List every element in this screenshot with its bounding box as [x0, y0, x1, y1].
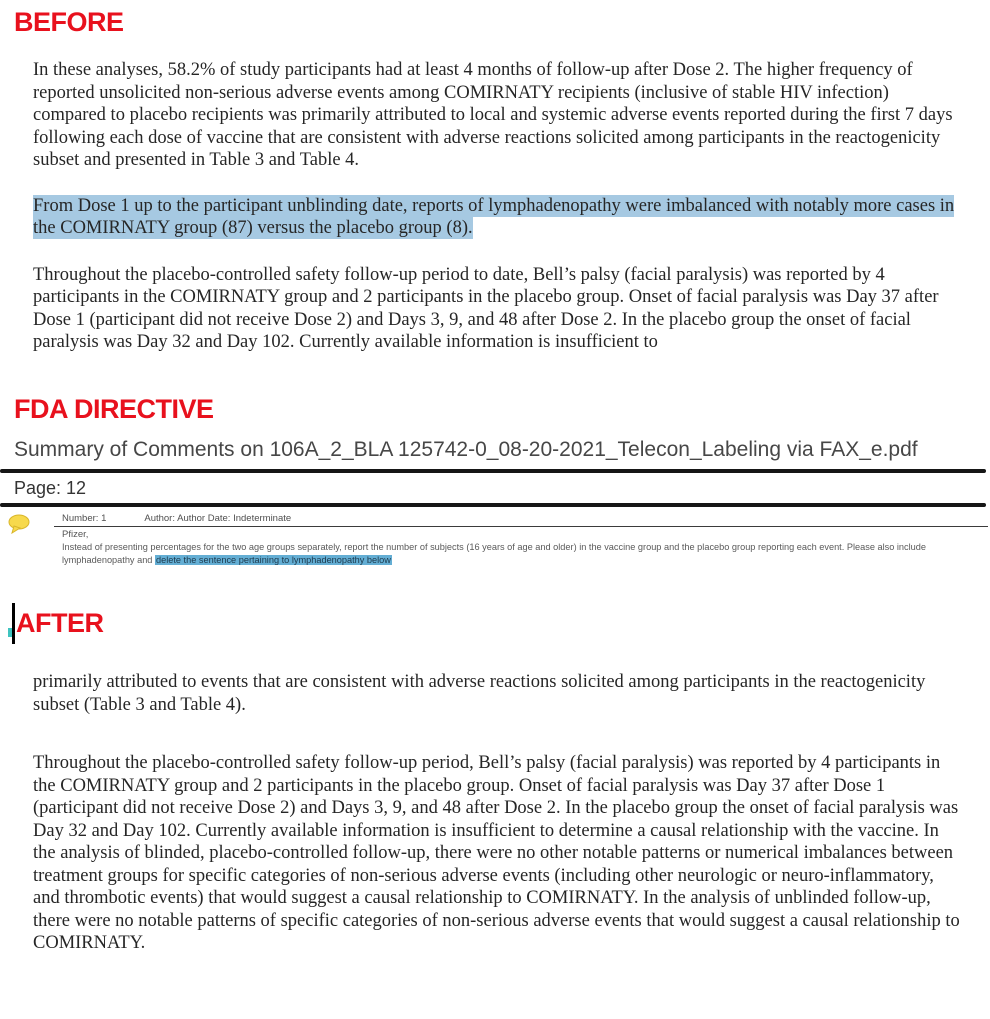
after-heading-label: AFTER: [16, 608, 104, 638]
page-number-label: Page: 12: [14, 477, 87, 498]
pdf-document-title: Summary of Comments on 106A_2_BLA 125742-0_08-20-2021_Telecon_Labeling via FAX_e.pdf: [14, 437, 918, 461]
before-highlighted-paragraph: [33, 195, 964, 240]
before-paragraph-2: Throughout the placebo-controlled safety follow-up period to date, Bell’s palsy (facial paralysis) was reported by 4 participants in the COMIRNATY group and 2 participants in the placebo group. Onset of facial paralysis was Day 37 after Dose 1 (participant did not receive Dose 2) and Days 3, 9, and 48 after Dose 2. In the placebo group the onset of facial paralysis was Day 32 and Day 102. Currently available information is insufficient to: [33, 264, 939, 352]
pdf-comment-annotation: [0, 513, 990, 567]
after-paragraph-2: Throughout the placebo-controlled safety follow-up period, Bell’s palsy (facial paralysis) was reported by 4 participants in the COMIRNATY group and 2 participants in the placebo group. Onset of facial paralysis was Day 37 after Dose 1 (participant did not receive Dose 2) and Days 3, 9, and 48 after Dose 2. In the placebo group the onset of facial paralysis was Day 32 and Day 102. Currently available information is insufficient to determine a causal relationship with the vaccine. In the analysis of blinded, placebo-controlled follow-up, there were no other notable patterns or numerical imbalances between treatment groups for specific categories of non-serious adverse events (including other neurologic or neuro-inflammatory, and thrombotic events) that would suggest a causal relationship to COMIRNATY. In the analysis of unblinded follow-up, there were no notable patterns of specific categories of non-serious adverse events that would suggest a causal relationship to COMIRNATY.: [33, 753, 960, 953]
before-paragraph-1: In these analyses, 58.2% of study participants had at least 4 months of follow-up after Dose 2. The higher frequency of reported unsolicited non-serious adverse events among COMIRNATY recipients (inclusive of stable HIV infection) compared to placebo recipients was primarily attributed to local and systemic adverse events reported during the first 7 days following each dose of vaccine that are consistent with adverse reactions solicited among participants in the reactogenicity subset and presented in Table 3 and Table 4.: [33, 60, 953, 170]
comment-meta-row: [62, 513, 990, 524]
comment-highlighted-text: delete the sentence pertaining to lymphadenopathy below: [155, 554, 391, 565]
before-heading: BEFORE: [14, 7, 124, 37]
comment-author-meta: Author: Author Date: Indeterminate: [144, 512, 292, 524]
after-heading: [12, 603, 990, 644]
comment-divider: [54, 526, 988, 528]
comment-author-name: Pfizer,: [62, 529, 89, 540]
comment-text: Instead of presenting percentages for the two age groups separately, report the number of subjects (16 years of age and older) in the vaccine group and the placebo group reporting each event. Please also include lymphadenopathy and: [62, 542, 927, 565]
fda-directive-heading: FDA DIRECTIVE: [14, 393, 214, 424]
after-paragraph-1: primarily attributed to events that are consistent with adverse reactions solicited among participants in the reactogenicity subset (Table 3 and Table 4).: [33, 672, 926, 715]
fda-directive-section: [0, 394, 990, 567]
comment-number-label: Number: 1: [62, 512, 107, 524]
highlighted-sentence: From Dose 1 up to the participant unblinding date, reports of lymphadenopathy were imbalanced with notably more cases in the COMIRNATY group (87) versus the placebo group (8).: [33, 195, 955, 238]
autocorrect-mark-icon: [8, 628, 12, 637]
horizontal-divider: [0, 503, 986, 507]
comment-bubble-icon: [8, 514, 32, 534]
after-section: [0, 603, 990, 955]
comment-body: [62, 541, 990, 566]
horizontal-divider: [0, 469, 986, 473]
text-cursor-icon: [12, 603, 15, 644]
document-comparison-page: [0, 7, 990, 1019]
before-section: [0, 7, 990, 354]
